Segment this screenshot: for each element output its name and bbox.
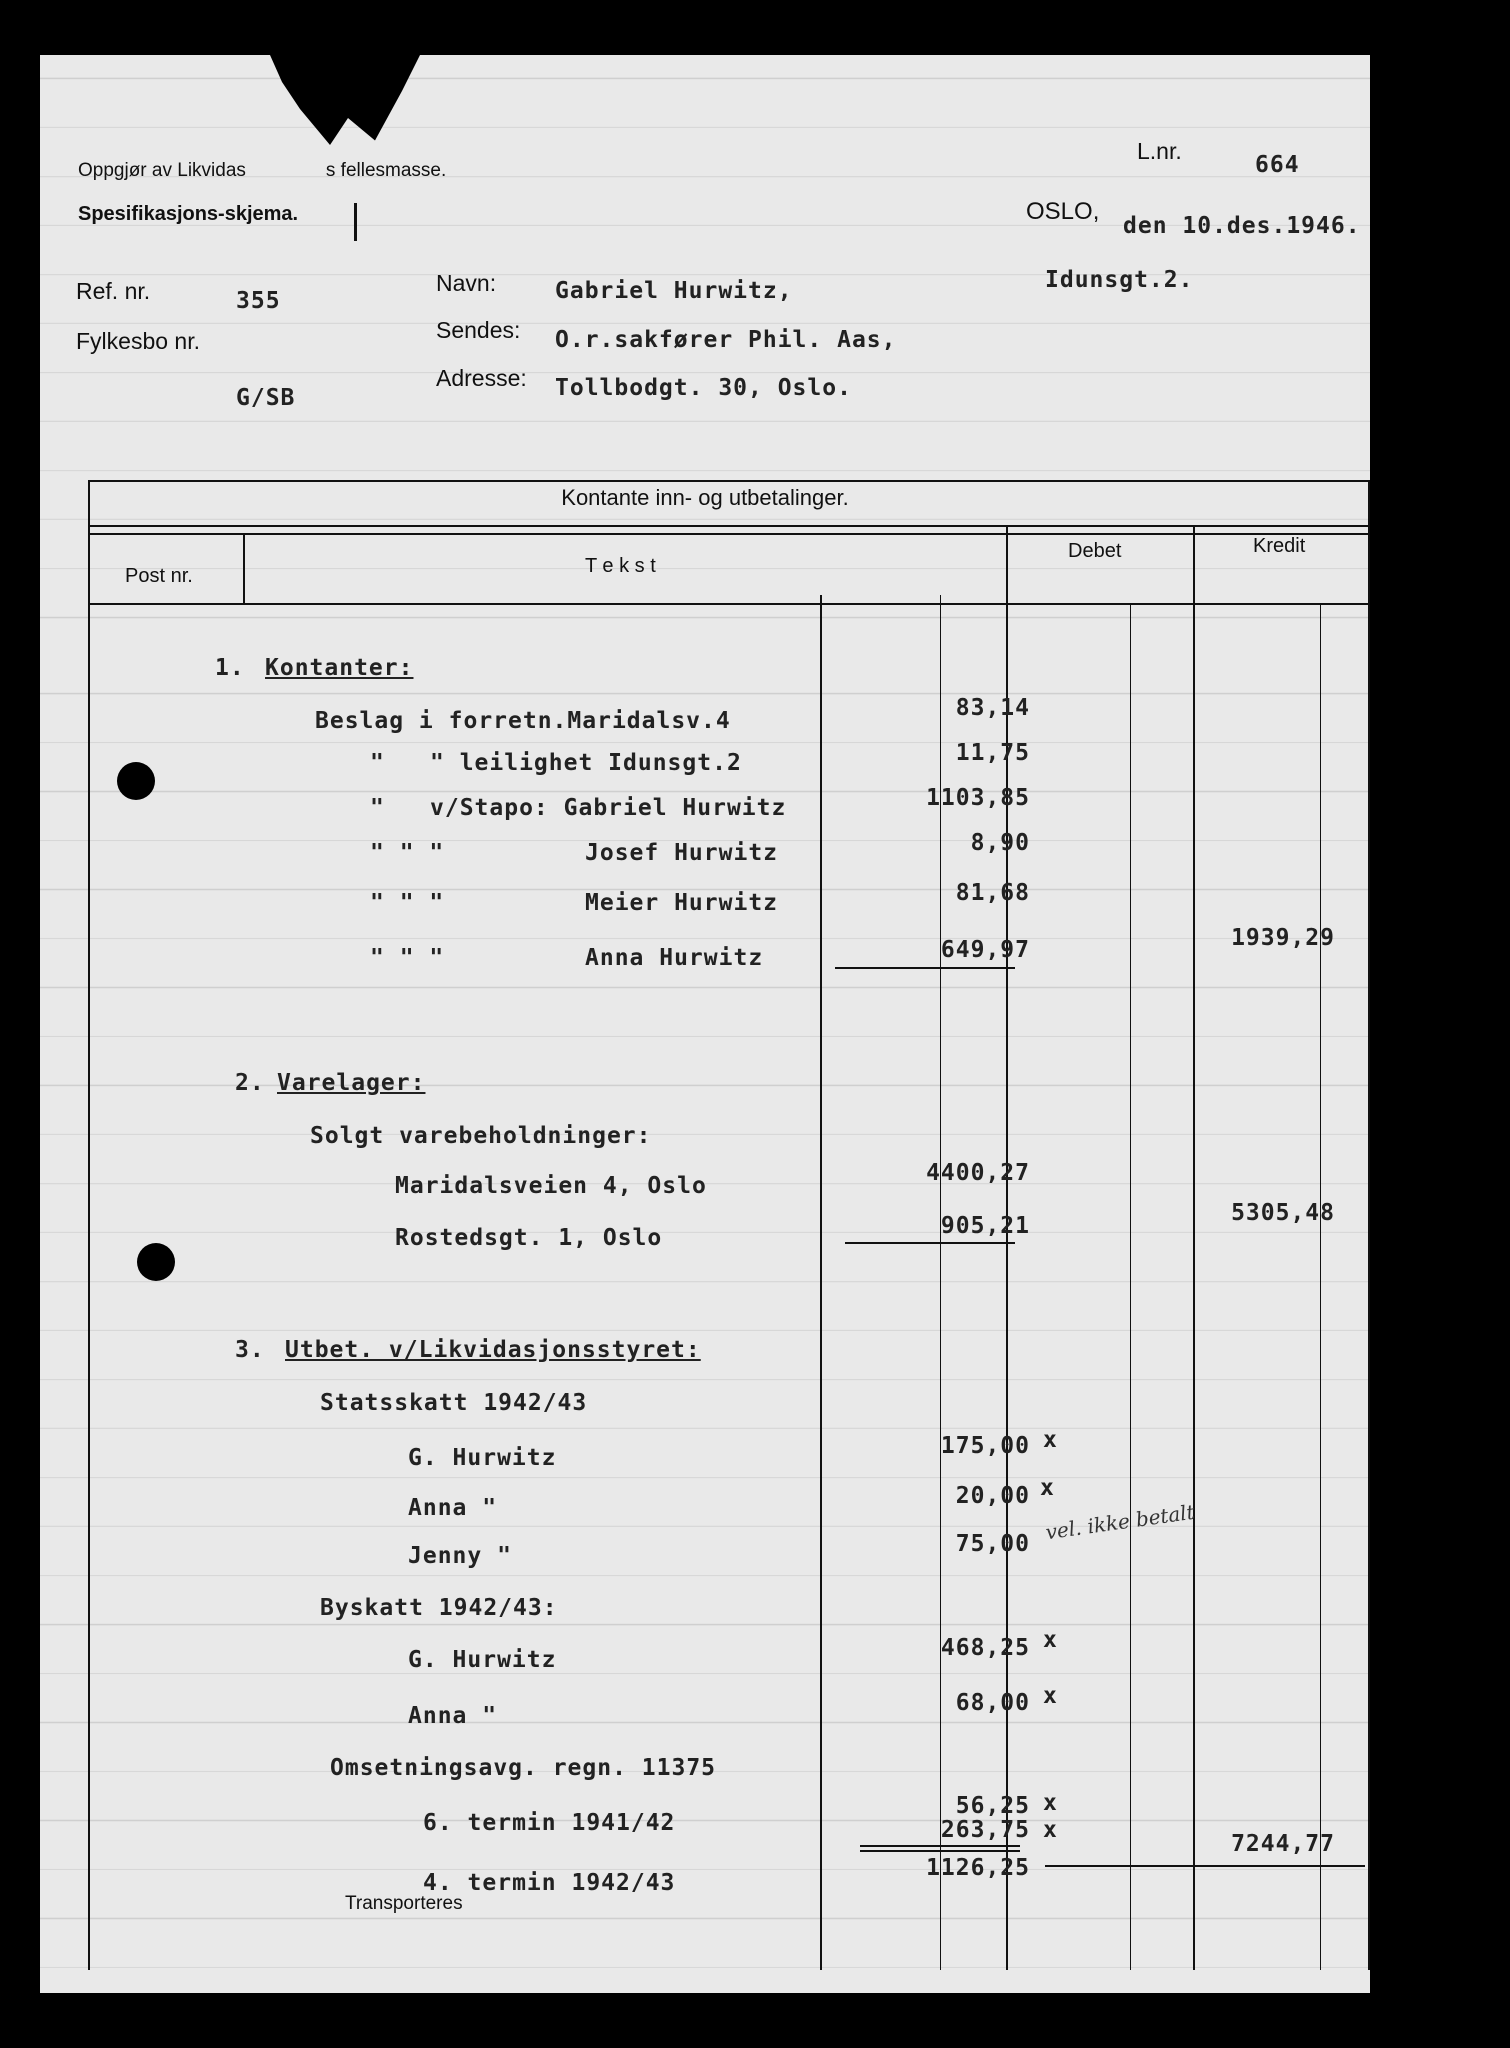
table-right-border xyxy=(1368,480,1370,1970)
section-title: Kontanter: xyxy=(265,655,414,681)
navn-label: Navn: xyxy=(436,270,497,296)
entry-amount: 75,00 xyxy=(955,1531,1030,1557)
mark-line xyxy=(354,203,357,241)
entry-amount: 4400,27 xyxy=(926,1160,1030,1186)
entry-amount: 20,00 xyxy=(955,1483,1030,1509)
ditto-mark: " xyxy=(370,795,385,821)
adresse-value: Tollbodgt. 30, Oslo. xyxy=(555,375,852,401)
entry-amount: 905,21 xyxy=(940,1213,1030,1239)
entry-text: v/Stapo: Gabriel Hurwitz xyxy=(430,795,787,821)
lnr-label: L.nr. xyxy=(1137,138,1182,164)
torn-corner xyxy=(270,55,420,145)
col-divider-kredit xyxy=(1193,525,1195,1970)
col-header-post: Post nr. xyxy=(125,565,193,587)
ref-value: 355 xyxy=(236,288,281,314)
form-subtitle: Spesifikasjons-skjema. xyxy=(78,203,299,225)
section-number: 1. xyxy=(215,655,245,681)
entry-amount: 83,14 xyxy=(955,695,1030,721)
subtotal-amount: 1126,25 xyxy=(926,1855,1030,1881)
entry-amount: 1103,85 xyxy=(926,785,1030,811)
entry-text: Rostedsgt. 1, Oslo xyxy=(395,1225,663,1251)
ditto-marks: " " " xyxy=(370,840,445,866)
sendes-label: Sendes: xyxy=(436,317,521,343)
sendes-value: O.r.sakfører Phil. Aas, xyxy=(555,327,897,353)
col-divider-post xyxy=(243,533,245,603)
sum-rule xyxy=(845,1242,1015,1244)
section-total: 7244,77 xyxy=(1231,1831,1335,1857)
entry-amount: 68,00 xyxy=(955,1690,1030,1716)
lnr-value: 664 xyxy=(1255,152,1300,178)
section-title: Varelager: xyxy=(277,1070,426,1096)
check-mark: x xyxy=(1043,1790,1058,1816)
form-title: Oppgjør av Likvidas s fellesmasse. xyxy=(78,160,447,181)
col-divider-debet-inner xyxy=(1130,603,1131,1970)
date-value: den 10.des.1946. xyxy=(1123,213,1361,239)
entry-text: Anna Hurwitz xyxy=(585,945,764,971)
table-header-rule xyxy=(88,603,1370,605)
sum-rule xyxy=(860,1850,1020,1852)
col-header-kredit: Kredit xyxy=(1253,535,1306,557)
sum-rule xyxy=(860,1845,1020,1847)
ditto-mark: " xyxy=(370,750,385,776)
entry-subheading: Solgt varebeholdninger: xyxy=(310,1123,652,1149)
entry-text: G. Hurwitz xyxy=(408,1647,557,1673)
col-divider-kredit-inner xyxy=(1320,603,1321,1970)
check-mark: x xyxy=(1043,1627,1058,1653)
table-caption-rule xyxy=(88,525,1370,527)
entry-subheading: Omsetningsavg. regn. 11375 xyxy=(330,1755,717,1781)
entry-subheading: Statsskatt 1942/43 xyxy=(320,1390,588,1416)
entry-subheading: Byskatt 1942/43: xyxy=(320,1595,558,1621)
city-label: OSLO, xyxy=(1026,198,1100,225)
entry-amount: 263,75 xyxy=(940,1817,1030,1843)
code-value: G/SB xyxy=(236,385,296,411)
address-extra: Idunsgt.2. xyxy=(1045,267,1194,293)
entry-text: G. Hurwitz xyxy=(408,1445,557,1471)
entry-text: Meier Hurwitz xyxy=(585,890,779,916)
handwritten-note: vel. ikke betalt xyxy=(1044,1499,1197,1545)
entry-text: " leilighet Idunsgt.2 xyxy=(430,750,742,776)
entry-amount: 81,68 xyxy=(955,880,1030,906)
entry-text: Josef Hurwitz xyxy=(585,840,779,866)
entry-text: 4. termin 1942/43 xyxy=(423,1870,676,1896)
table-caption: Kontante inn- og utbetalinger. xyxy=(561,485,849,510)
entry-text: Anna " xyxy=(408,1703,498,1729)
entry-amount: 468,25 xyxy=(940,1635,1030,1661)
navn-value: Gabriel Hurwitz, xyxy=(555,278,793,304)
entry-amount: 649,97 xyxy=(940,937,1030,963)
entry-amount: 8,90 xyxy=(970,830,1030,856)
transport-label: Transporteres xyxy=(345,1893,463,1914)
entry-text: Anna " xyxy=(408,1495,498,1521)
col-header-tekst: T e k s t xyxy=(585,555,656,577)
ditto-marks: " " " xyxy=(370,890,445,916)
section-number: 2. xyxy=(235,1070,265,1096)
document-page xyxy=(40,55,1370,1993)
sum-rule xyxy=(835,967,1015,969)
entry-amount: 56,25 xyxy=(955,1793,1030,1819)
section-title: Utbet. v/Likvidasjonsstyret: xyxy=(285,1337,701,1363)
table-caption-rule2 xyxy=(88,533,1370,535)
check-mark: x xyxy=(1043,1683,1058,1709)
table-top-rule xyxy=(88,480,1370,482)
fylkesbo-label: Fylkesbo nr. xyxy=(76,328,200,354)
entry-text: Jenny " xyxy=(408,1543,512,1569)
check-mark: x xyxy=(1043,1817,1058,1843)
entry-text: Beslag i forretn.Maridalsv.4 xyxy=(315,708,731,734)
entry-amount: 175,00 xyxy=(940,1433,1030,1459)
section-total: 1939,29 xyxy=(1231,925,1335,951)
section-total: 5305,48 xyxy=(1231,1200,1335,1226)
entry-amount: 11,75 xyxy=(955,740,1030,766)
adresse-label: Adresse: xyxy=(436,365,527,391)
ditto-marks: " " " xyxy=(370,945,445,971)
table-left-border xyxy=(88,480,90,1970)
entry-text: Maridalsveien 4, Oslo xyxy=(395,1173,707,1199)
col-header-debet: Debet xyxy=(1068,540,1122,562)
punch-hole xyxy=(117,762,155,800)
check-mark: x xyxy=(1043,1427,1058,1453)
ref-label: Ref. nr. xyxy=(76,278,151,304)
check-mark: x xyxy=(1040,1475,1055,1501)
total-rule xyxy=(1045,1865,1365,1867)
punch-hole xyxy=(137,1243,175,1281)
entry-text: 6. termin 1941/42 xyxy=(423,1810,676,1836)
section-number: 3. xyxy=(235,1337,265,1363)
